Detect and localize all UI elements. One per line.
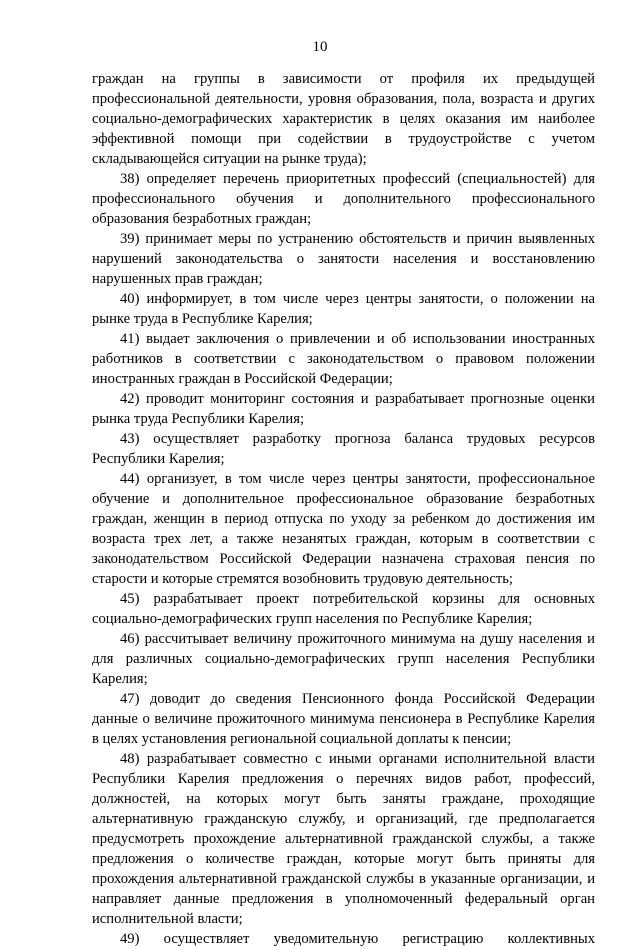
paragraph-item-47: 47) доводит до сведения Пенсионного фонда Российской Федерации данные о величине прожиточного минимума пенсионера в Республике Карелия в целях установления региональной социальной доплаты к пенсии;	[92, 691, 595, 747]
paragraph-item-46: 46) рассчитывает величину прожиточного минимума на душу населения и для различных социально-демографических групп населения Республики Карелия;	[92, 631, 595, 687]
paragraph-item-49: 49) осуществляет уведомительную регистрацию коллективных	[120, 931, 595, 947]
paragraph-item-38: 38) определяет перечень приоритетных профессий (специальностей) для профессионального обучения и дополнительного профессионального образования безработных граждан;	[92, 171, 595, 227]
paragraph-item-41: 41) выдает заключения о привлечении и об использовании иностранных работников в соответствии с законодательством о правовом положении иностранных граждан в Российской Федерации;	[92, 331, 595, 387]
page-number: 10	[312, 39, 328, 55]
paragraph-item-43: 43) осуществляет разработку прогноза баланса трудовых ресурсов Республики Карелия;	[92, 431, 595, 467]
paragraph-item-42: 42) проводит мониторинг состояния и разрабатывает прогнозные оценки рынка труда Республики Карелия;	[92, 391, 595, 427]
paragraph-item-39: 39) принимает меры по устранению обстоятельств и причин выявленных нарушений законодательства о занятости населения и восстановлению нарушенных прав граждан;	[92, 231, 595, 287]
paragraph-item-45: 45) разрабатывает проект потребительской корзины для основных социально-демографических групп населения по Республике Карелия;	[92, 591, 595, 627]
paragraph-item-44: 44) организует, в том числе через центры занятости, профессиональное обучение и дополнительное профессиональное образование безработных граждан, женщин в период отпуска по уходу за ребенком до достижения им возраста трех лет, а также незанятых граждан, которым в соответствии с законодательством Российской Федерации назначена страховая пенсия по старости и которые стремятся возобновить трудовую деятельность;	[92, 471, 595, 587]
paragraph-item-48: 48) разрабатывает совместно с иными органами исполнительной власти Республики Карелия предложения о перечнях видов работ, профессий, должностей, на которых могут быть заняты граждане, проходящие альтернативную гражданскую службу, и организаций, где предполагается предусмотреть прохождение альтернативной гражданской службы, а также предложения о количестве граждан, которые могут быть приняты для прохождения альтернативной гражданской службы в указанные организации, и направляет данные предложения в уполномоченный федеральный орган исполнительной власти;	[92, 751, 595, 927]
paragraph-item-40: 40) информирует, в том числе через центры занятости, о положении на рынке труда в Республике Карелия;	[92, 291, 595, 327]
document-body	[92, 69, 595, 949]
paragraph-continuation: граждан на группы в зависимости от профиля их предыдущей профессиональной деятельности, уровня образования, пола, возраста и других социально-демографических характеристик в целях оказания им наиболее эффективной помощи при содействии в трудоустройстве с учетом складывающейся ситуации на рынке труда);	[92, 71, 595, 167]
